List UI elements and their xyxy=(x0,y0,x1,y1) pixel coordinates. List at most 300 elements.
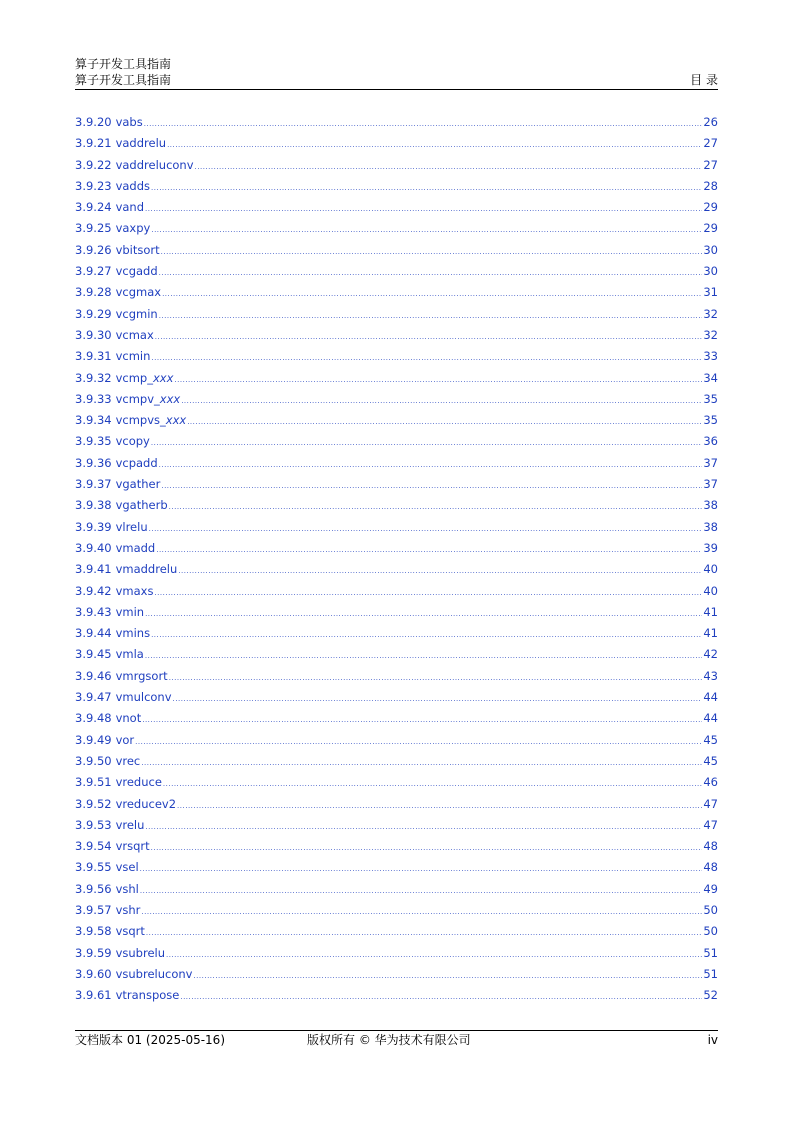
toc-item xyxy=(75,496,718,517)
toc-entry-page: 52 xyxy=(703,988,718,1003)
toc-entry-title xyxy=(116,369,174,387)
toc-entry-number: 3.9.51 xyxy=(75,775,112,790)
toc-dot-leader xyxy=(135,733,702,751)
toc-item xyxy=(75,645,718,666)
section-name: 目 录 xyxy=(690,73,718,87)
toc-entry-title xyxy=(116,773,162,791)
toc-dot-leader xyxy=(180,988,702,1006)
toc-dot-leader xyxy=(142,711,702,729)
toc-item xyxy=(75,944,718,965)
toc-entry-page: 33 xyxy=(703,349,718,364)
toc-entry-link[interactable] xyxy=(75,432,718,453)
toc-item xyxy=(75,560,718,581)
toc-entry-title-text: vcmin xyxy=(115,349,151,364)
toc-entry-link[interactable] xyxy=(75,219,718,240)
toc-dot-leader xyxy=(141,903,702,921)
toc-entry-link[interactable] xyxy=(75,837,718,858)
header-row xyxy=(75,72,718,88)
toc-entry-title-text: vshl xyxy=(115,881,139,896)
toc-entry-page: 39 xyxy=(703,540,718,555)
toc-entry-title-text: vsubreluconv xyxy=(115,966,193,981)
toc-item xyxy=(75,198,718,219)
toc-dot-leader xyxy=(163,775,702,793)
toc-entry-title-text: vaddreluconv xyxy=(115,157,194,172)
toc-item xyxy=(75,731,718,752)
toc-dot-leader xyxy=(151,349,702,367)
toc-entry-title-text: vreduce xyxy=(115,775,162,790)
toc-entry-page: 36 xyxy=(703,434,718,449)
toc-entry-number: 3.9.50 xyxy=(75,753,112,768)
toc-entry-number: 3.9.46 xyxy=(75,668,112,683)
toc-entry-number: 3.9.33 xyxy=(75,391,112,406)
toc-dot-leader xyxy=(140,860,703,878)
toc-entry-link[interactable] xyxy=(75,603,718,624)
toc-entry-page: 41 xyxy=(703,604,718,619)
toc-item xyxy=(75,603,718,624)
toc-entry-title-text: vadds xyxy=(115,178,151,193)
toc-entry-title xyxy=(116,603,145,621)
toc-entry-number: 3.9.47 xyxy=(75,690,112,705)
toc-entry-link[interactable] xyxy=(75,198,718,219)
toc-entry-page: 48 xyxy=(703,839,718,854)
toc-entry-title-text: vmin xyxy=(115,604,145,619)
toc-entry-title-text: vmaddrelu xyxy=(115,562,178,577)
toc-item xyxy=(75,113,718,134)
toc-entry-link[interactable] xyxy=(75,667,718,688)
toc-entry-link[interactable] xyxy=(75,795,718,816)
toc-dot-leader xyxy=(174,371,702,389)
toc-entry-link[interactable] xyxy=(75,752,718,773)
toc-item xyxy=(75,795,718,816)
toc-entry-title xyxy=(116,496,168,514)
toc-entry-number: 3.9.45 xyxy=(75,647,112,662)
toc-entry-page: 37 xyxy=(703,477,718,492)
toc-entry-page: 29 xyxy=(703,200,718,215)
toc-item xyxy=(75,241,718,262)
toc-entry-link[interactable] xyxy=(75,262,718,283)
toc-entry-title-text: vcmp_ xyxy=(115,370,153,385)
toc-entry-number: 3.9.54 xyxy=(75,839,112,854)
toc-entry-title xyxy=(116,198,144,216)
toc-entry-title xyxy=(116,326,154,344)
toc-entry-page: 37 xyxy=(703,455,718,470)
toc-entry-number: 3.9.42 xyxy=(75,583,112,598)
toc-item xyxy=(75,752,718,773)
toc-entry-title xyxy=(116,475,161,493)
toc-item xyxy=(75,326,718,347)
page-number: iv xyxy=(707,1033,718,1047)
toc-entry-title-text: vabs xyxy=(115,115,143,129)
toc-entry-page: 43 xyxy=(703,668,718,683)
page-header xyxy=(75,56,718,88)
toc-entry-title-placeholder: xxx xyxy=(152,370,174,385)
toc-entry-link[interactable] xyxy=(75,560,718,581)
toc-dot-leader xyxy=(156,541,702,559)
toc-entry-title xyxy=(116,539,156,557)
toc-item xyxy=(75,219,718,240)
toc-item xyxy=(75,773,718,794)
toc-item xyxy=(75,283,718,304)
toc-entry-title-text: vshr xyxy=(115,902,141,917)
toc-dot-leader xyxy=(146,924,702,942)
toc-item xyxy=(75,305,718,326)
toc-entry-title xyxy=(116,283,161,301)
toc-entry-page: 38 xyxy=(703,519,718,534)
toc-entry-number: 3.9.28 xyxy=(75,285,112,300)
toc-dot-leader xyxy=(169,669,703,687)
toc-entry-title-text: vsel xyxy=(115,860,139,875)
toc-entry-number: 3.9.21 xyxy=(75,136,112,151)
header-divider xyxy=(75,89,718,90)
toc-entry-title xyxy=(116,731,135,749)
toc-entry-link[interactable] xyxy=(75,156,718,177)
toc-entry-number: 3.9.52 xyxy=(75,796,112,811)
toc-entry-link[interactable] xyxy=(75,347,718,368)
toc-entry-number: 3.9.32 xyxy=(75,370,112,385)
toc-entry-title-text: vtranspose xyxy=(115,988,180,1003)
toc-entry-title xyxy=(116,134,167,152)
toc-entry-title-text: vsqrt xyxy=(115,924,145,939)
toc-entry-link[interactable] xyxy=(75,944,718,965)
toc-entry-number: 3.9.56 xyxy=(75,881,112,896)
toc-entry-page: 29 xyxy=(703,221,718,236)
toc-entry-title-text: vlrelu xyxy=(115,519,148,534)
toc-entry-title-placeholder: xxx xyxy=(165,413,187,428)
toc-entry-link[interactable] xyxy=(75,922,718,943)
toc-entry-page: 50 xyxy=(703,924,718,939)
toc-dot-leader xyxy=(169,498,703,516)
toc-entry-page: 45 xyxy=(703,732,718,747)
toc-entry-link[interactable] xyxy=(75,539,718,560)
toc-dot-leader xyxy=(177,797,702,815)
toc-entry-page: 32 xyxy=(703,306,718,321)
toc-dot-leader xyxy=(151,179,702,197)
toc-entry-title-text: vreducev2 xyxy=(115,796,177,811)
toc-dot-leader xyxy=(144,115,703,133)
toc-entry-title xyxy=(116,986,180,1004)
toc-entry-number: 3.9.60 xyxy=(75,966,112,981)
toc-entry-title-text: vnot xyxy=(115,711,142,726)
toc-item xyxy=(75,688,718,709)
toc-entry-page: 50 xyxy=(703,902,718,917)
toc-entry-title xyxy=(116,858,139,876)
toc-entry-page: 27 xyxy=(703,136,718,151)
toc-dot-leader xyxy=(151,434,703,452)
toc-entry-page: 51 xyxy=(703,945,718,960)
toc-entry-title xyxy=(116,645,144,663)
toc-entry-title-text: vaddrelu xyxy=(115,136,167,151)
toc-entry-number: 3.9.24 xyxy=(75,200,112,215)
toc-entry-title-text: vcpadd xyxy=(115,455,158,470)
toc-dot-leader xyxy=(159,307,703,325)
toc-entry-title xyxy=(116,262,158,280)
toc-entry-page: 44 xyxy=(703,690,718,705)
toc-entry-number: 3.9.36 xyxy=(75,455,112,470)
toc-entry-number: 3.9.27 xyxy=(75,264,112,279)
toc-entry-link[interactable] xyxy=(75,645,718,666)
toc-entry-number: 3.9.38 xyxy=(75,498,112,513)
toc-entry-title xyxy=(116,944,165,962)
toc-entry-number: 3.9.29 xyxy=(75,306,112,321)
toc-entry-title-text: vgatherb xyxy=(115,498,168,513)
toc-entry-page: 47 xyxy=(703,796,718,811)
toc-dot-leader xyxy=(193,967,702,985)
toc-entry-title-text: vmadd xyxy=(115,540,156,555)
toc-entry-number: 3.9.30 xyxy=(75,327,112,342)
toc-item xyxy=(75,709,718,730)
toc-dot-leader xyxy=(187,413,702,431)
footer-divider xyxy=(75,1030,718,1031)
toc-entry-number: 3.9.57 xyxy=(75,902,112,917)
toc-entry-title xyxy=(116,177,150,195)
toc-entry-page: 46 xyxy=(703,775,718,790)
toc-item xyxy=(75,454,718,475)
toc-entry-title xyxy=(116,156,194,174)
toc-entry-page: 35 xyxy=(703,391,718,406)
toc-entry-title xyxy=(116,922,145,940)
toc-entry-title-text: vcmax xyxy=(115,327,154,342)
toc-entry-link[interactable] xyxy=(75,305,718,326)
toc-entry-number: 3.9.43 xyxy=(75,604,112,619)
toc-entry-page: 31 xyxy=(703,285,718,300)
toc-entry-title xyxy=(116,582,154,600)
toc-dot-leader xyxy=(151,839,703,857)
toc-item xyxy=(75,369,718,390)
toc-dot-leader xyxy=(195,158,703,176)
toc-dot-leader xyxy=(155,328,703,346)
toc-entry-title xyxy=(116,454,158,472)
toc-dot-leader xyxy=(159,264,703,282)
toc-dot-leader xyxy=(167,136,702,154)
table-of-contents xyxy=(75,113,718,1007)
toc-entry-title xyxy=(116,305,158,323)
toc-entry-title xyxy=(116,965,193,983)
toc-entry-title xyxy=(116,795,176,813)
toc-entry-number: 3.9.25 xyxy=(75,221,112,236)
toc-entry-page: 30 xyxy=(703,264,718,279)
toc-dot-leader xyxy=(140,882,703,900)
toc-entry-title xyxy=(116,880,139,898)
toc-item xyxy=(75,965,718,986)
toc-entry-title xyxy=(116,113,143,131)
toc-dot-leader xyxy=(145,605,702,623)
toc-entry-link[interactable] xyxy=(75,475,718,496)
toc-entry-title xyxy=(116,432,150,450)
toc-dot-leader xyxy=(178,562,702,580)
toc-entry-number: 3.9.39 xyxy=(75,519,112,534)
toc-item xyxy=(75,177,718,198)
toc-item xyxy=(75,475,718,496)
toc-entry-number: 3.9.26 xyxy=(75,242,112,257)
toc-dot-leader xyxy=(151,626,702,644)
toc-entry-page: 48 xyxy=(703,860,718,875)
toc-entry-link[interactable] xyxy=(75,326,718,347)
toc-dot-leader xyxy=(141,754,702,772)
toc-entry-title-text: vand xyxy=(115,200,145,215)
toc-entry-page: 41 xyxy=(703,626,718,641)
toc-entry-title xyxy=(116,667,168,685)
toc-entry-title-text: vmulconv xyxy=(115,690,172,705)
toc-item xyxy=(75,262,718,283)
toc-entry-title xyxy=(116,560,178,578)
toc-entry-link[interactable] xyxy=(75,390,718,411)
toc-entry-title-text: vmins xyxy=(115,626,151,641)
toc-entry-title-text: vmrgsort xyxy=(115,668,168,683)
toc-entry-number: 3.9.44 xyxy=(75,626,112,641)
toc-entry-link[interactable] xyxy=(75,454,718,475)
toc-entry-number: 3.9.53 xyxy=(75,817,112,832)
toc-item xyxy=(75,837,718,858)
toc-entry-title xyxy=(116,390,181,408)
toc-dot-leader xyxy=(166,946,702,964)
toc-entry-page: 51 xyxy=(703,966,718,981)
toc-entry-link[interactable] xyxy=(75,518,718,539)
toc-entry-link[interactable] xyxy=(75,496,718,517)
toc-entry-title xyxy=(116,411,187,429)
toc-entry-number: 3.9.23 xyxy=(75,178,112,193)
toc-entry-number: 3.9.20 xyxy=(75,115,112,129)
toc-item xyxy=(75,880,718,901)
toc-dot-leader xyxy=(173,690,703,708)
toc-entry-number: 3.9.55 xyxy=(75,860,112,875)
toc-entry-link[interactable] xyxy=(75,901,718,922)
toc-entry-number: 3.9.37 xyxy=(75,477,112,492)
toc-item xyxy=(75,816,718,837)
toc-entry-link[interactable] xyxy=(75,369,718,390)
toc-item xyxy=(75,922,718,943)
toc-entry-page: 40 xyxy=(703,562,718,577)
toc-entry-title-text: vaxpy xyxy=(115,221,151,236)
toc-entry-title-text: vrec xyxy=(115,753,141,768)
toc-entry-page: 27 xyxy=(703,157,718,172)
toc-entry-number: 3.9.35 xyxy=(75,434,112,449)
toc-entry-page: 26 xyxy=(703,115,718,129)
toc-entry-title-text: vcmpv_ xyxy=(115,391,160,406)
toc-item xyxy=(75,134,718,155)
toc-dot-leader xyxy=(145,647,703,665)
toc-entry-number: 3.9.58 xyxy=(75,924,112,939)
toc-entry-title-text: vcgmax xyxy=(115,285,162,300)
toc-item xyxy=(75,582,718,603)
toc-entry-page: 35 xyxy=(703,413,718,428)
toc-entry-link[interactable] xyxy=(75,986,718,1007)
toc-entry-page: 38 xyxy=(703,498,718,513)
toc-dot-leader xyxy=(161,477,702,495)
toc-item xyxy=(75,156,718,177)
toc-entry-link[interactable] xyxy=(75,411,718,432)
toc-entry-page: 34 xyxy=(703,370,718,385)
toc-entry-number: 3.9.22 xyxy=(75,157,112,172)
toc-dot-leader xyxy=(159,456,703,474)
toc-entry-title xyxy=(116,219,151,237)
toc-entry-page: 42 xyxy=(703,647,718,662)
toc-entry-page: 44 xyxy=(703,711,718,726)
toc-entry-title-placeholder: xxx xyxy=(159,391,181,406)
toc-entry-page: 49 xyxy=(703,881,718,896)
toc-entry-number: 3.9.59 xyxy=(75,945,112,960)
toc-entry-link[interactable] xyxy=(75,177,718,198)
toc-entry-title-text: vsubrelu xyxy=(115,945,165,960)
copyright-notice: 版权所有 © 华为技术有限公司 xyxy=(307,1033,471,1047)
toc-entry-link[interactable] xyxy=(75,113,718,134)
toc-entry-link[interactable] xyxy=(75,688,718,709)
toc-dot-leader xyxy=(161,243,703,261)
toc-entry-number: 3.9.48 xyxy=(75,711,112,726)
toc-item xyxy=(75,347,718,368)
toc-item xyxy=(75,901,718,922)
toc-entry-link[interactable] xyxy=(75,965,718,986)
toc-entry-page: 28 xyxy=(703,178,718,193)
toc-entry-link[interactable] xyxy=(75,773,718,794)
toc-entry-link[interactable] xyxy=(75,582,718,603)
toc-entry-title-text: vcopy xyxy=(115,434,150,449)
toc-entry-title xyxy=(116,688,172,706)
toc-item xyxy=(75,667,718,688)
toc-entry-title-text: vcmpvs_ xyxy=(115,413,166,428)
toc-entry-title xyxy=(116,709,142,727)
toc-entry-link[interactable] xyxy=(75,731,718,752)
toc-entry-link[interactable] xyxy=(75,880,718,901)
toc-entry-title xyxy=(116,518,148,536)
toc-entry-title-text: vrsqrt xyxy=(115,839,150,854)
toc-entry-link[interactable] xyxy=(75,858,718,879)
toc-dot-leader xyxy=(149,520,703,538)
toc-entry-title xyxy=(116,752,141,770)
toc-dot-leader xyxy=(181,392,702,410)
toc-entry-number: 3.9.49 xyxy=(75,732,112,747)
toc-dot-leader xyxy=(162,285,702,303)
toc-entry-page: 40 xyxy=(703,583,718,598)
toc-entry-number: 3.9.61 xyxy=(75,988,112,1003)
toc-entry-title xyxy=(116,241,160,259)
toc-item xyxy=(75,518,718,539)
toc-entry-number: 3.9.40 xyxy=(75,540,112,555)
toc-entry-number: 3.9.41 xyxy=(75,562,112,577)
toc-entry-link[interactable] xyxy=(75,709,718,730)
toc-entry-number: 3.9.34 xyxy=(75,413,112,428)
toc-entry-link[interactable] xyxy=(75,241,718,262)
toc-item xyxy=(75,858,718,879)
toc-entry-title-text: vmla xyxy=(115,647,144,662)
toc-entry-page: 45 xyxy=(703,753,718,768)
toc-dot-leader xyxy=(145,200,702,218)
toc-entry-title xyxy=(116,347,151,365)
toc-entry-link[interactable] xyxy=(75,283,718,304)
toc-entry-link[interactable] xyxy=(75,134,718,155)
toc-entry-title-text: vor xyxy=(115,732,135,747)
toc-item xyxy=(75,539,718,560)
toc-item xyxy=(75,390,718,411)
toc-item xyxy=(75,411,718,432)
toc-entry-page: 30 xyxy=(703,242,718,257)
toc-entry-link[interactable] xyxy=(75,624,718,645)
toc-entry-page: 32 xyxy=(703,327,718,342)
document-version: 文档版本 01 (2025-05-16) xyxy=(75,1033,226,1047)
toc-entry-title xyxy=(116,624,150,642)
toc-entry-title-text: vrelu xyxy=(115,817,145,832)
toc-dot-leader xyxy=(145,818,702,836)
toc-entry-link[interactable] xyxy=(75,816,718,837)
toc-entry-page: 47 xyxy=(703,817,718,832)
toc-item xyxy=(75,986,718,1007)
toc-entry-title-text: vmaxs xyxy=(115,583,154,598)
toc-item xyxy=(75,432,718,453)
toc-entry-title xyxy=(116,901,141,919)
document-title: 算子开发工具指南 xyxy=(75,57,172,71)
toc-entry-title-text: vcgmin xyxy=(115,306,158,321)
toc-entry-title-text: vbitsort xyxy=(115,242,160,257)
toc-entry-number: 3.9.31 xyxy=(75,349,112,364)
